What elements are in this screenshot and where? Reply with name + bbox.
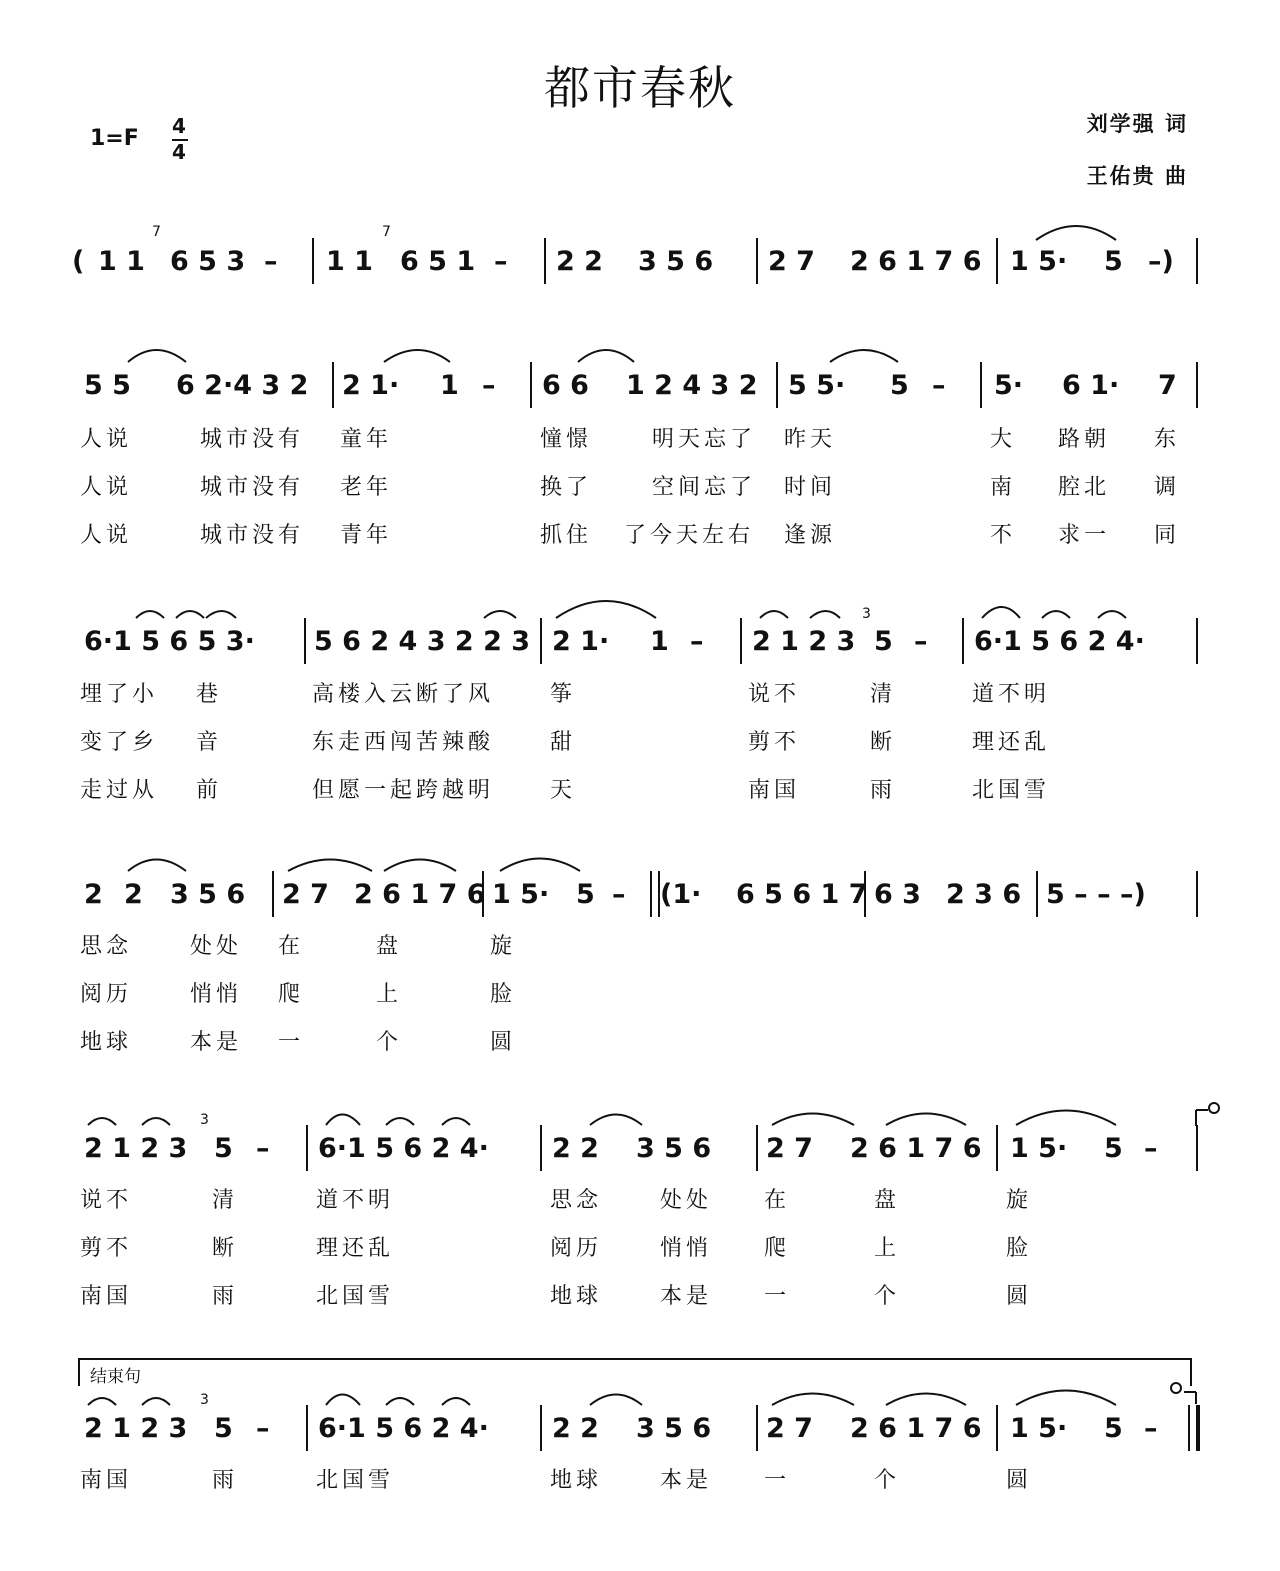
lyric: 说不 [748, 682, 801, 707]
lyrics-verse-1 [0, 1186, 1280, 1216]
lyric: 换了 [540, 475, 593, 500]
lyric: 处处 [660, 1188, 713, 1213]
lyric: 清 [870, 682, 897, 707]
note-group: 1 1 [98, 246, 145, 277]
final-bar [1188, 1405, 1200, 1451]
lyric: 高楼入云断了风 [312, 682, 495, 707]
lyrics-verse-3 [0, 1282, 1280, 1312]
lyric: 甜 [550, 730, 577, 755]
lyric: 圆 [1006, 1284, 1033, 1309]
lyric: 青年 [340, 523, 393, 548]
note-group: 2 7 [768, 246, 815, 277]
lyric: 理还乱 [316, 1236, 395, 1261]
note-group: 6·1 5 6 2 4· [318, 1133, 489, 1164]
time-signature-bottom: 4 [172, 140, 186, 164]
note-group: 2 6 1 7 6 [850, 246, 982, 277]
bar-line [482, 871, 484, 917]
lyric: 断 [870, 730, 897, 755]
lyric: 明天忘了 [652, 427, 757, 452]
note-group: 1 [440, 370, 459, 401]
note-group: 5· [994, 370, 1024, 401]
lyric: 个 [874, 1468, 901, 1493]
lyric: 道不明 [972, 682, 1051, 707]
lyrics-verse-3 [0, 1028, 1280, 1058]
bar-line [756, 238, 758, 284]
note-group: 1 2 4 3 2 [626, 370, 758, 401]
note-group: 2 7 [766, 1413, 813, 1444]
lyric: 阅历 [80, 982, 133, 1007]
lyric: 个 [376, 1030, 403, 1055]
lyric: 了今天左右 [624, 523, 755, 548]
lyrics-verse-3 [0, 521, 1280, 551]
grace-note: 3 [200, 1112, 209, 1128]
note-group: – [914, 626, 928, 657]
note-group: 1 5· [1010, 1133, 1068, 1164]
note-group: ( [72, 246, 85, 277]
lyrics-ending [0, 1466, 1280, 1496]
lyric: 地球 [550, 1284, 603, 1309]
bar-line [776, 362, 778, 408]
note-group: – [932, 370, 946, 401]
lyric: 但愿一起跨越明 [312, 778, 495, 803]
bar-line [1196, 618, 1198, 664]
lyric: 在 [278, 934, 305, 959]
lyric: 一 [764, 1284, 791, 1309]
lyric: 人说 [80, 427, 133, 452]
lyrics-verse-2 [0, 980, 1280, 1010]
note-group: 5 [214, 1133, 233, 1164]
note-group: 1 [650, 626, 669, 657]
lyric: 剪不 [748, 730, 801, 755]
note-group: 7 [1158, 370, 1177, 401]
lyrics-verse-3 [0, 776, 1280, 806]
lyric: 北国雪 [316, 1284, 395, 1309]
lyrics-verse-1 [0, 680, 1280, 710]
note-group: 5 [214, 1413, 233, 1444]
lyric: 剪不 [80, 1236, 133, 1261]
bar-line [1196, 362, 1198, 408]
lyric: 思念 [550, 1188, 603, 1213]
note-group: 1 1 [326, 246, 373, 277]
lyric: 本是 [660, 1468, 713, 1493]
lyric: 老年 [340, 475, 393, 500]
bar-line [272, 871, 274, 917]
note-group: 1 5· [492, 879, 550, 910]
lyric: 南国 [748, 778, 801, 803]
lyric: 处处 [190, 934, 243, 959]
lyric: 腔北 [1058, 475, 1111, 500]
note-group: 5 [576, 879, 595, 910]
grace-note: 7 [152, 224, 161, 240]
lyric: 抓住 [540, 523, 593, 548]
ending-bracket [78, 1358, 1192, 1386]
bar-line [1196, 871, 1198, 917]
note-group: 2 1· [342, 370, 400, 401]
lyrics-verse-1 [0, 425, 1280, 455]
lyrics-verse-2 [0, 728, 1280, 758]
note-group: 6·1 5 6 2 4· [974, 626, 1145, 657]
lyrics-verse-2 [0, 473, 1280, 503]
lyricist-credit: 刘学强 词 [1086, 112, 1188, 136]
lyric: 道不明 [316, 1188, 395, 1213]
note-group: 2 3 6 [946, 879, 1022, 910]
note-group: 2 2 [552, 1133, 599, 1164]
lyric: 调 [1154, 475, 1181, 500]
notation-row-4 [0, 875, 1280, 915]
notation-row-5 [0, 1129, 1280, 1169]
lyric: 人说 [80, 475, 133, 500]
lyric: 地球 [80, 1030, 133, 1055]
lyric: 前 [196, 778, 223, 803]
note-group: 6 5 1 [400, 246, 476, 277]
lyric: 清 [212, 1188, 239, 1213]
bar-line [304, 618, 306, 664]
lyric: 童年 [340, 427, 393, 452]
note-group: 3 5 6 [638, 246, 714, 277]
note-group: 2 7 [766, 1133, 813, 1164]
lyric: 地球 [550, 1468, 603, 1493]
notation-row-intro [0, 242, 1280, 282]
lyric: 求一 [1058, 523, 1111, 548]
note-group: (1· [660, 879, 702, 910]
lyric: 说不 [80, 1188, 133, 1213]
bar-line [996, 1405, 998, 1451]
note-group: 6 5 3 [170, 246, 246, 277]
lyric: 北国雪 [972, 778, 1051, 803]
lyric: 昨天 [784, 427, 837, 452]
composer-credit: 王佑贵 曲 [1086, 164, 1188, 188]
lyric: 盘 [376, 934, 403, 959]
lyric: 爬 [278, 982, 305, 1007]
lyric: 本是 [190, 1030, 243, 1055]
lyric: 南国 [80, 1284, 133, 1309]
note-group: 5 [890, 370, 909, 401]
lyric: 盘 [874, 1188, 901, 1213]
note-group: 6 6 [542, 370, 589, 401]
bar-line [540, 1125, 542, 1171]
note-group: 2 2 [552, 1413, 599, 1444]
lyric: 爬 [764, 1236, 791, 1261]
lyric: 悄悄 [190, 982, 243, 1007]
note-group: 5 – – –) [1046, 879, 1146, 910]
note-group: – [256, 1413, 270, 1444]
note-group: – [482, 370, 496, 401]
lyric: 天 [550, 778, 577, 803]
note-group: 5 5· [788, 370, 846, 401]
bar-line [1036, 871, 1038, 917]
note-group: 5 [874, 626, 893, 657]
bar-line [1196, 1125, 1198, 1171]
bar-line [530, 362, 532, 408]
note-group: – [264, 246, 278, 277]
lyric: 路朝 [1058, 427, 1111, 452]
lyric: 上 [376, 982, 403, 1007]
note-group: 5 [1104, 1133, 1123, 1164]
note-group: – [1144, 1413, 1158, 1444]
lyric: 同 [1154, 523, 1181, 548]
note-group: 2 1· [552, 626, 610, 657]
notation-row-3 [0, 622, 1280, 662]
lyric: 雨 [870, 778, 897, 803]
note-group: 5 [1104, 246, 1123, 277]
note-group: – [690, 626, 704, 657]
bar-line [306, 1405, 308, 1451]
lyric: 圆 [1006, 1468, 1033, 1493]
note-group: 3 5 6 [170, 879, 246, 910]
note-group: – [494, 246, 508, 277]
note-group: 6 3 [874, 879, 921, 910]
note-group: 3 5 6 [636, 1413, 712, 1444]
bar-line [756, 1405, 758, 1451]
lyric: 一 [278, 1030, 305, 1055]
note-group: 1 5· [1010, 246, 1068, 277]
bar-line [1196, 238, 1198, 284]
lyric: 思念 [80, 934, 133, 959]
lyric: 东 [1154, 427, 1181, 452]
note-group: – [612, 879, 626, 910]
lyric: 巷 [196, 682, 223, 707]
lyric: 本是 [660, 1284, 713, 1309]
note-group: 6·1 5 6 5 3· [84, 626, 255, 657]
note-group: 6 5 6 1 7 [736, 879, 868, 910]
lyric: 不 [990, 523, 1017, 548]
lyric: 时间 [784, 475, 837, 500]
lyric: 城市没有 [200, 523, 305, 548]
note-group: 2 6 1 7 6 [354, 879, 486, 910]
bar-line [962, 618, 964, 664]
bar-line [544, 238, 546, 284]
bar-line [980, 362, 982, 408]
note-group: – [256, 1133, 270, 1164]
note-group: 2 2 [556, 246, 603, 277]
lyric: 在 [764, 1188, 791, 1213]
lyric: 走过从 [80, 778, 159, 803]
note-group: 2 7 [282, 879, 329, 910]
lyric: 城市没有 [200, 475, 305, 500]
lyric: 逢源 [784, 523, 837, 548]
bar-line [740, 618, 742, 664]
repeat-bar [650, 871, 660, 917]
lyric: 北国雪 [316, 1468, 395, 1493]
note-group: –) [1148, 246, 1174, 277]
notation-row-ending [0, 1409, 1280, 1449]
note-group: 6·1 5 6 2 4· [318, 1413, 489, 1444]
lyric: 空间忘了 [652, 475, 757, 500]
lyric: 脸 [1006, 1236, 1033, 1261]
lyric: 雨 [212, 1468, 239, 1493]
lyric: 阅历 [550, 1236, 603, 1261]
lyric: 理还乱 [972, 730, 1051, 755]
lyrics-verse-1 [0, 932, 1280, 962]
note-group: 2 6 1 7 6 [850, 1413, 982, 1444]
lyric: 悄悄 [660, 1236, 713, 1261]
lyrics-verse-2 [0, 1234, 1280, 1264]
bar-line [540, 618, 542, 664]
lyric: 旋 [1006, 1188, 1033, 1213]
bar-line [864, 871, 866, 917]
lyric: 南国 [80, 1468, 133, 1493]
grace-note: 3 [862, 606, 871, 622]
note-group: 2 1 2 3 [752, 626, 856, 657]
bar-line [312, 238, 314, 284]
note-group: 2 1 2 3 [84, 1413, 188, 1444]
bar-line [996, 1125, 998, 1171]
key-signature: 1=F [90, 126, 139, 151]
lyric: 变了乡 [80, 730, 159, 755]
note-group: 1 5· [1010, 1413, 1068, 1444]
lyric: 断 [212, 1236, 239, 1261]
note-group: – [1144, 1133, 1158, 1164]
lyric: 上 [874, 1236, 901, 1261]
lyric: 大 [990, 427, 1017, 452]
grace-note: 7 [382, 224, 391, 240]
note-group: 2 [84, 879, 103, 910]
bar-line [756, 1125, 758, 1171]
lyric: 音 [196, 730, 223, 755]
lyric: 脸 [490, 982, 517, 1007]
lyric: 东走西闯苦辣酸 [312, 730, 495, 755]
bar-line [332, 362, 334, 408]
bar-line [996, 238, 998, 284]
lyric: 圆 [490, 1030, 517, 1055]
note-group: 3 5 6 [636, 1133, 712, 1164]
lyric: 城市没有 [200, 427, 305, 452]
time-signature-top: 4 [172, 114, 186, 138]
lyric: 雨 [212, 1284, 239, 1309]
page-title: 都市春秋 [544, 61, 736, 115]
lyric: 筝 [550, 682, 577, 707]
ending-label: 结束句 [90, 1367, 141, 1387]
notation-row-2 [0, 366, 1280, 406]
note-group: 2 1 2 3 [84, 1133, 188, 1164]
note-group: 5 [1104, 1413, 1123, 1444]
lyric: 一 [764, 1468, 791, 1493]
note-group: 2 [124, 879, 143, 910]
note-group: 6 1· [1062, 370, 1120, 401]
lyric: 个 [874, 1284, 901, 1309]
bar-line [306, 1125, 308, 1171]
grace-note: 3 [200, 1392, 209, 1408]
note-group: 6 2·4 3 2 [176, 370, 309, 401]
bar-line [540, 1405, 542, 1451]
note-group: 2 6 1 7 6 [850, 1133, 982, 1164]
lyric: 憧憬 [540, 427, 593, 452]
lyric: 旋 [490, 934, 517, 959]
lyric: 埋了小 [80, 682, 159, 707]
lyric: 南 [990, 475, 1017, 500]
note-group: 5 5 [84, 370, 131, 401]
note-group: 5 6 2 4 3 2 2 3 [314, 626, 531, 657]
lyric: 人说 [80, 523, 133, 548]
